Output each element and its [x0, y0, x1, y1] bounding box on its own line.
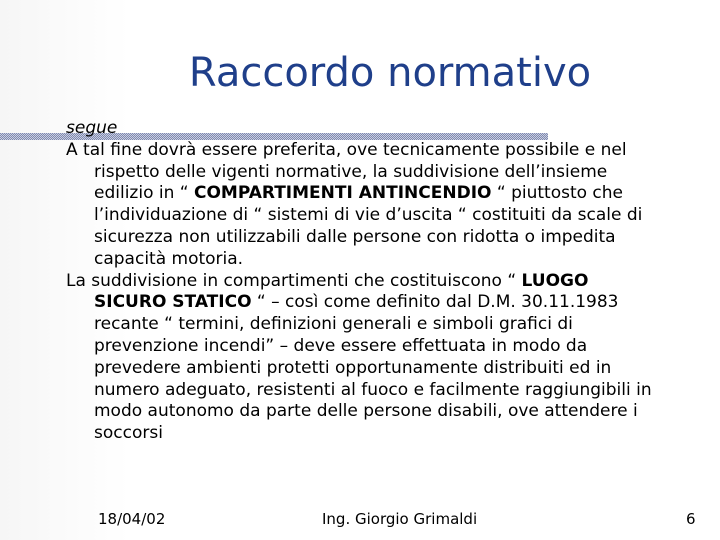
segue-label: segue [66, 118, 118, 138]
paragraph1-text-a: A tal fine dovrà essere preferita, ove tecnicamente possibile e nel rispetto delle vigenti normative, la suddivisione dell’insieme edilizio in “ [66, 139, 627, 204]
paragraph1-text-b: “ piuttosto che l’individuazione di “ sistemi di vie d’uscita “ costituiti da scale di sicurezza non utilizzabili dalle persone con ridotta o impedita capacità motoria. [94, 183, 643, 269]
footer-page-number: 6 [686, 510, 696, 528]
paragraph-safe-place [66, 271, 666, 445]
slide-title: Raccordo normativo [188, 50, 592, 96]
paragraph-compartments [66, 140, 666, 271]
paragraph1-bold: COMPARTIMENTI ANTINCENDIO [193, 183, 492, 204]
footer-date: 18/04/02 [98, 510, 166, 528]
slide-body [66, 118, 666, 445]
paragraph2-text-b: “ – così come definito dal D.M. 30.11.1983 recante “ termini, definizioni generali e simboli grafici di prevenzione incendi” – deve essere effettuata in modo da prevedere ambienti protetti opportunamente distribuiti ed in numero adeguato, resistenti al fuoco e facilmente raggiungibili in modo autonomo da parte delle persone disabili, ove attendere i soccorsi [94, 292, 652, 444]
paragraph2-text-a: La suddivisione in compartimenti che costituiscono “ [66, 270, 522, 291]
footer-author: Ing. Giorgio Grimaldi [322, 510, 478, 528]
paragraph2-bold: LUOGO SICURO STATICO [94, 270, 589, 313]
